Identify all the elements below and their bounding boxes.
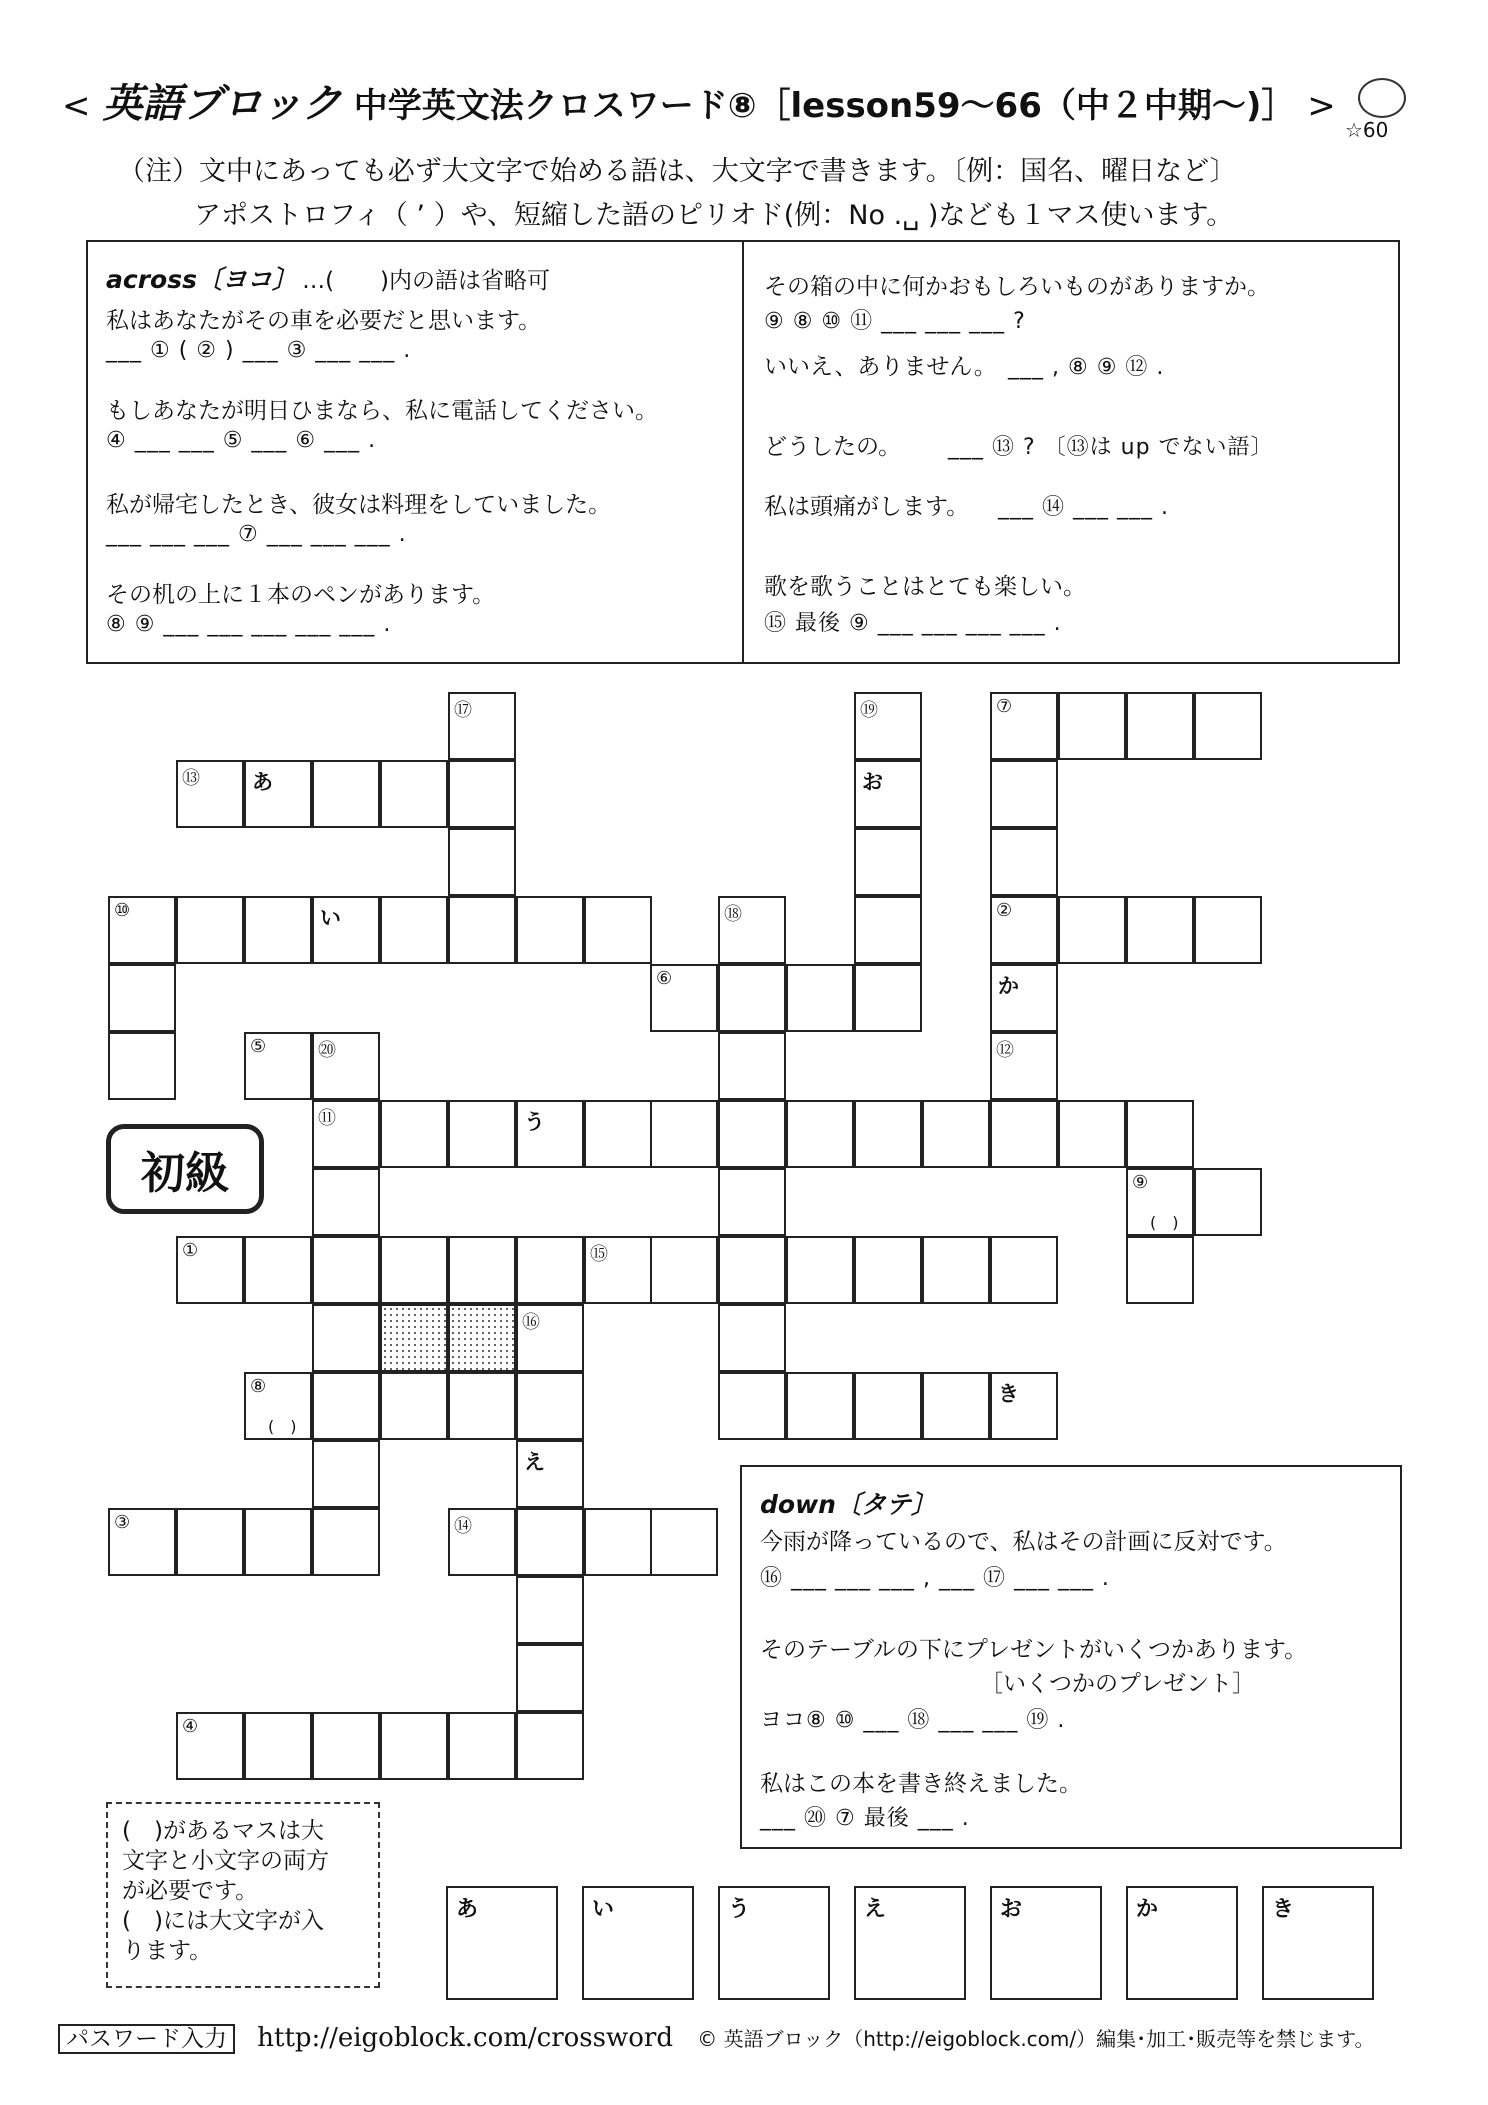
- grid-cell[interactable]: [176, 896, 244, 964]
- grid-cell[interactable]: [380, 760, 448, 828]
- grid-cell[interactable]: [718, 1100, 786, 1168]
- grid-cell[interactable]: [584, 1100, 652, 1168]
- grid-cell[interactable]: [448, 1712, 516, 1780]
- grid-cell[interactable]: [922, 1100, 990, 1168]
- grid-cell[interactable]: ⑩: [108, 896, 176, 964]
- clue-answer-line: ___ ⑬ ? 〔⑬は up でない語〕: [948, 435, 1274, 460]
- grid-cell[interactable]: [718, 964, 786, 1032]
- grid-cell[interactable]: ②: [990, 896, 1058, 964]
- grid-cell[interactable]: [1126, 1236, 1194, 1304]
- grid-cell[interactable]: [786, 1372, 854, 1440]
- grid-cell[interactable]: [516, 1576, 584, 1644]
- grid-cell[interactable]: [244, 896, 312, 964]
- answer-box[interactable]: う: [718, 1886, 830, 2000]
- grid-cell[interactable]: [854, 896, 922, 964]
- clue-jp: その箱の中に何かおもしろいものがありますか。: [764, 274, 1270, 300]
- grid-cell[interactable]: [854, 1372, 922, 1440]
- grid-cell[interactable]: [380, 1372, 448, 1440]
- clue-answer-line: ___ ⑳ ⑦ 最後 ___ .: [760, 1806, 970, 1831]
- answer-box[interactable]: い: [582, 1886, 694, 2000]
- grid-cell[interactable]: ⑥: [650, 964, 718, 1032]
- grid-cell[interactable]: [1058, 896, 1126, 964]
- grid-cell[interactable]: [108, 1032, 176, 1100]
- grid-cell[interactable]: え: [516, 1440, 584, 1508]
- grid-cell[interactable]: [244, 1712, 312, 1780]
- grid-cell[interactable]: [312, 1440, 380, 1508]
- grid-cell[interactable]: [584, 1508, 652, 1576]
- grid-cell[interactable]: [1194, 1168, 1262, 1236]
- grid-cell[interactable]: [1058, 692, 1126, 760]
- grid-cell[interactable]: [380, 1712, 448, 1780]
- grid-cell[interactable]: [1126, 896, 1194, 964]
- grid-cell[interactable]: う: [516, 1100, 584, 1168]
- grid-cell[interactable]: か: [990, 964, 1058, 1032]
- grid-cell[interactable]: ⑤: [244, 1032, 312, 1100]
- grid-cell[interactable]: [718, 1168, 786, 1236]
- down-clues-box: [740, 1465, 1402, 1849]
- grid-cell[interactable]: [990, 760, 1058, 828]
- clue-answer-line: ④ ___ ___ ⑤ ___ ⑥ ___ .: [106, 428, 377, 453]
- clue-answer-line: ___ , ⑧ ⑨ ⑫ .: [1008, 355, 1165, 380]
- grid-cell[interactable]: ⑮: [584, 1236, 652, 1304]
- across-heading: across〔ヨコ〕: [106, 265, 297, 294]
- clue-jp: 私が帰宅したとき、彼女は料理をしていました。: [106, 492, 612, 518]
- grid-cell[interactable]: [516, 1644, 584, 1712]
- grid-cell[interactable]: [786, 1100, 854, 1168]
- grid-cell[interactable]: [312, 1508, 380, 1576]
- clue-jp: そのテーブルの下にプレゼントがいくつかあります。: [760, 1637, 1308, 1663]
- grid-cell[interactable]: あ: [244, 760, 312, 828]
- grid-cell[interactable]: お: [854, 760, 922, 828]
- grid-cell[interactable]: [718, 1032, 786, 1100]
- grid-cell[interactable]: [312, 1372, 380, 1440]
- grid-cell[interactable]: [516, 1236, 584, 1304]
- answer-box[interactable]: あ: [446, 1886, 558, 2000]
- shaded-cell: [448, 1304, 516, 1372]
- clue-jp: その机の上に１本のペンがあります。: [106, 582, 496, 608]
- grid-cell[interactable]: [854, 964, 922, 1032]
- grid-cell[interactable]: [718, 1304, 786, 1372]
- footer: [58, 2020, 1375, 2053]
- level-badge: 初級: [106, 1124, 264, 1214]
- copyright: © 英語ブロック（http://eigoblock.com/）編集･加工･販売等を禁じます。: [697, 2027, 1375, 2051]
- grid-cell[interactable]: ⑧ ( ): [244, 1372, 312, 1440]
- grid-cell[interactable]: [990, 828, 1058, 896]
- grid-cell[interactable]: ⑱: [718, 896, 786, 964]
- mascot-icon: [1358, 78, 1406, 118]
- grid-cell[interactable]: き: [990, 1372, 1058, 1440]
- clue-jp: 歌を歌うことはとても楽しい。: [764, 574, 1086, 600]
- grid-cell[interactable]: ⑰: [448, 692, 516, 760]
- grid-cell[interactable]: [312, 1168, 380, 1236]
- grid-cell[interactable]: い: [312, 896, 380, 964]
- grid-cell[interactable]: ⑫: [990, 1032, 1058, 1100]
- clue-jp: 私はこの本を書き終えました。: [760, 1771, 1082, 1797]
- grid-cell[interactable]: ⑭: [448, 1508, 516, 1576]
- clue-answer-line: ___ ⑭ ___ ___ .: [998, 495, 1169, 520]
- grid-cell[interactable]: [516, 1712, 584, 1780]
- grid-cell[interactable]: [786, 1236, 854, 1304]
- grid-cell[interactable]: [312, 1712, 380, 1780]
- grid-cell[interactable]: [650, 1236, 718, 1304]
- answer-box[interactable]: え: [854, 1886, 966, 2000]
- down-heading: down〔タテ〕: [760, 1490, 936, 1519]
- grid-cell[interactable]: [718, 1236, 786, 1304]
- crossword-link[interactable]: http://eigoblock.com/crossword: [257, 2023, 673, 2053]
- grid-cell[interactable]: [718, 1372, 786, 1440]
- shaded-cell: [380, 1304, 448, 1372]
- grid-cell[interactable]: [786, 964, 854, 1032]
- grid-cell[interactable]: [854, 1100, 922, 1168]
- grid-cell[interactable]: ①: [176, 1236, 244, 1304]
- grid-cell[interactable]: [516, 896, 584, 964]
- divider: [742, 242, 744, 662]
- answer-box[interactable]: き: [1262, 1886, 1374, 2000]
- answer-box[interactable]: か: [1126, 1886, 1238, 2000]
- grid-cell[interactable]: [448, 1372, 516, 1440]
- clue-jp: 私はあなたがその車を必要だと思います。: [106, 308, 542, 334]
- grid-cell[interactable]: [176, 1508, 244, 1576]
- clue-sub: ［いくつかのプレゼント］: [980, 1671, 1256, 1697]
- password-label: パスワード入力: [58, 2024, 235, 2054]
- grid-cell[interactable]: [854, 828, 922, 896]
- grid-cell[interactable]: [448, 760, 516, 828]
- clue-jp: いいえ、ありません。: [764, 354, 997, 380]
- clue-jp: 今雨が降っているので、私はその計画に反対です。: [760, 1529, 1287, 1555]
- logo: 英語ブロック: [102, 81, 342, 127]
- page-title: < 英語ブロック 中学英文法クロスワード⑧［lesson59〜66（中２中期〜)］ >: [62, 81, 1336, 127]
- answer-box[interactable]: お: [990, 1886, 1102, 2000]
- clue-answer-line: ___ ① ( ② ) ___ ③ ___ ___ .: [106, 338, 412, 363]
- grid-cell[interactable]: [244, 1236, 312, 1304]
- grid-cell[interactable]: ⑳: [312, 1032, 380, 1100]
- clue-jp: もしあなたが明日ひまなら、私に電話してください。: [106, 398, 658, 424]
- grid-cell[interactable]: [650, 1508, 718, 1576]
- grid-cell[interactable]: ⑨ ( ): [1126, 1168, 1194, 1236]
- clue-answer-line: ⑮ 最後 ⑨ ___ ___ ___ ___ .: [764, 611, 1062, 636]
- grid-cell[interactable]: [990, 1100, 1058, 1168]
- grid-cell[interactable]: [448, 1236, 516, 1304]
- puzzle-number: ☆60: [1345, 118, 1389, 142]
- grid-cell[interactable]: [516, 1508, 584, 1576]
- grid-cell[interactable]: [312, 1236, 380, 1304]
- grid-cell[interactable]: [922, 1236, 990, 1304]
- instructions: （注）文中にあっても必ず大文字で始める語は、大文字で書きます。〔例：国名、曜日など〕 アポストロフィ（ ’ ）や、短縮した語のピリオド(例：No .␣ )なども１マス使います。: [118, 156, 1237, 231]
- grid-cell[interactable]: [244, 1508, 312, 1576]
- grid-cell[interactable]: [380, 1236, 448, 1304]
- grid-cell[interactable]: [108, 964, 176, 1032]
- grid-cell[interactable]: ⑦: [990, 692, 1058, 760]
- grid-cell[interactable]: [1058, 1100, 1126, 1168]
- across-clues-box: across〔ヨコ〕 …( )内の語は省略可 私はあなたがその車を必要だと思います。 ___ ① ( ② ) ___ ③ ___ ___ . もしあなたが明日ひまなら、私に電話してください。 ④ ___ ___ ⑤ ___ ⑥ ___ . 私が帰宅したとき、彼女は料理をしていました。 ___ ___ ___ ⑦ ___ ___ ___ . その机の上に１本のペンがあります。 ⑧ ⑨ ___ ___ ___ ___ ___ . その箱の中に何かおもしろいものがありますか。 ⑨ ⑧ ⑩ ⑪ ___ ___ ___ ? いいえ、ありません。 ___ , ⑧ ⑨ ⑫ . どうしたの。 ___ ⑬ ? 〔⑬は up でない語〕 私は頭痛がします。 ___ ⑭ ___ ___ . 歌を歌うことはとても楽しい。 ⑮ 最後 ⑨ ___ ___ ___ ___ .: [86, 240, 1400, 664]
- clue-answer-line: ⑨ ⑧ ⑩ ⑪ ___ ___ ___ ?: [764, 309, 1026, 334]
- clue-jp: 私は頭痛がします。: [764, 494, 970, 520]
- grid-cell[interactable]: [380, 1100, 448, 1168]
- clue-answer-line: ___ ___ ___ ⑦ ___ ___ ___ .: [106, 522, 407, 547]
- clue-answer-line: ⑧ ⑨ ___ ___ ___ ___ ___ .: [106, 612, 392, 637]
- grid-cell[interactable]: [922, 1372, 990, 1440]
- clue-jp: どうしたの。: [764, 434, 902, 460]
- grid-cell[interactable]: [650, 1100, 718, 1168]
- grid-cell[interactable]: [1126, 692, 1194, 760]
- grid-cell[interactable]: [1126, 1100, 1194, 1168]
- grid-cell[interactable]: [1194, 896, 1262, 964]
- grid-cell[interactable]: [1194, 692, 1262, 760]
- grid-cell[interactable]: [584, 896, 652, 964]
- grid-cell[interactable]: [448, 896, 516, 964]
- grid-cell[interactable]: [312, 1304, 380, 1372]
- grid-cell[interactable]: [380, 896, 448, 964]
- grid-cell[interactable]: ⑬: [176, 760, 244, 828]
- clue-answer-line: ⑯ ___ ___ ___ , ___ ⑰ ___ ___ .: [760, 1566, 1110, 1591]
- clue-answer-line: ヨコ⑧ ⑩ ___ ⑱ ___ ___ ⑲ .: [760, 1708, 1066, 1733]
- grid-cell[interactable]: [854, 1236, 922, 1304]
- grid-cell[interactable]: [448, 828, 516, 896]
- grid-cell[interactable]: ④: [176, 1712, 244, 1780]
- grid-cell[interactable]: ③: [108, 1508, 176, 1576]
- grid-cell[interactable]: [990, 1236, 1058, 1304]
- grid-cell[interactable]: [516, 1372, 584, 1440]
- grid-cell[interactable]: ⑯: [516, 1304, 584, 1372]
- grid-cell[interactable]: [312, 760, 380, 828]
- grid-cell[interactable]: [448, 1100, 516, 1168]
- grid-cell[interactable]: ⑲: [854, 692, 922, 760]
- note-box: ( )があるマスは大 文字と小文字の両方 が必要です。 ( )には大文字が入 ります。: [106, 1802, 380, 1988]
- grid-cell[interactable]: ⑪: [312, 1100, 380, 1168]
